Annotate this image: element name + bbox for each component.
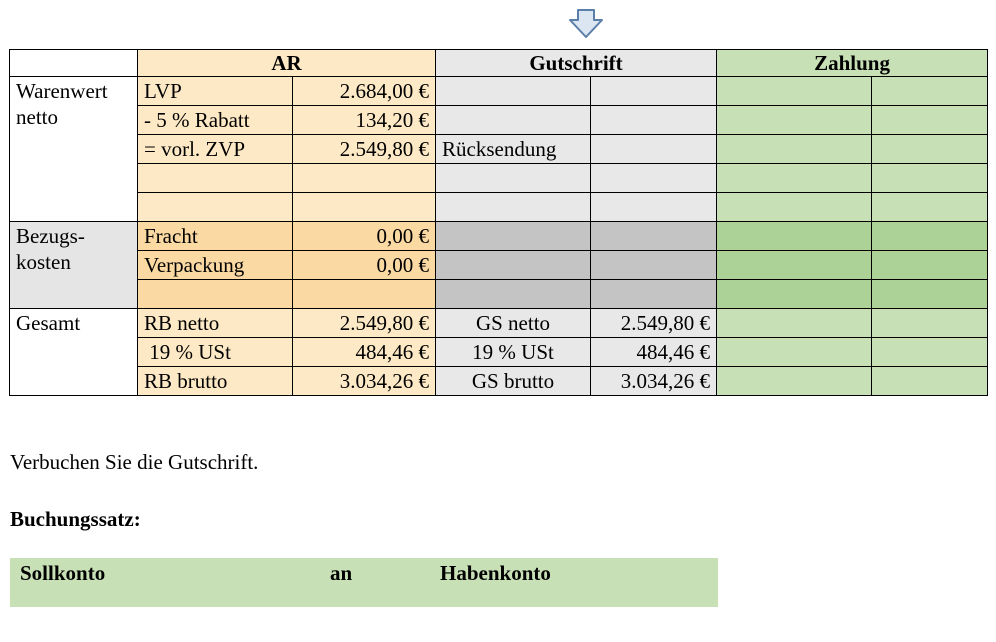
ar-verpackung-value: 0,00 € [293,251,436,280]
gs-cell [591,193,717,222]
gs-ust-value: 484,46 € [591,338,717,367]
z-cell [872,309,988,338]
booking-row [10,558,718,607]
ar-rb-netto-label: RB netto [138,309,293,338]
gs-cell [591,77,717,106]
table-row [10,309,988,338]
section-gesamt: Gesamt [10,309,138,396]
gs-cell [591,222,717,251]
z-cell [717,251,872,280]
z-cell [717,106,872,135]
ar-cell [138,280,293,309]
header-gutschrift: Gutschrift [436,50,717,77]
gs-ruecksendung-label: Rücksendung [436,135,591,164]
ar-ust-value: 484,46 € [293,338,436,367]
gs-cell [436,164,591,193]
table-row [10,222,988,251]
header-ar: AR [138,50,436,77]
section-bezugskosten: Bezugs-kosten [10,222,138,309]
ar-cell [293,280,436,309]
ar-zvp-value: 2.549,80 € [293,135,436,164]
gs-cell [436,280,591,309]
z-cell [872,280,988,309]
table-row [10,251,988,280]
gs-netto-label: GS netto [436,309,591,338]
buchungssatz-heading: Buchungssatz: [10,507,141,531]
section-warenwert: Warenwert netto [10,77,138,222]
gs-cell [591,280,717,309]
ar-cell [293,164,436,193]
ar-cell [138,193,293,222]
header-zahlung: Zahlung [717,50,988,77]
table-row [10,367,988,396]
table-row [10,106,988,135]
z-cell [717,164,872,193]
z-cell [872,251,988,280]
calculation-table [9,49,988,396]
ar-rb-brutto-label: RB brutto [138,367,293,396]
gs-cell [591,251,717,280]
gs-brutto-value: 3.034,26 € [591,367,717,396]
table-row [10,280,988,309]
z-cell [872,77,988,106]
ar-fracht-label: Fracht [138,222,293,251]
ar-zvp-label: = vorl. ZVP [138,135,293,164]
z-cell [872,367,988,396]
gs-brutto-label: GS brutto [436,367,591,396]
z-cell [717,367,872,396]
z-cell [872,193,988,222]
ar-lvp-value: 2.684,00 € [293,77,436,106]
gs-cell [436,251,591,280]
an-label: an [330,561,353,585]
ar-ust-label: 19 % USt [138,338,293,367]
z-cell [717,135,872,164]
ar-verpackung-label: Verpackung [138,251,293,280]
z-cell [872,106,988,135]
ar-rabatt-label: - 5 % Rabatt [138,106,293,135]
ar-fracht-value: 0,00 € [293,222,436,251]
z-cell [717,309,872,338]
gs-cell [436,106,591,135]
z-cell [872,222,988,251]
ar-rabatt-value: 134,20 € [293,106,436,135]
table-row [10,164,988,193]
ar-cell [138,164,293,193]
table-row [10,338,988,367]
gs-cell [436,77,591,106]
gs-ust-label: 19 % USt [436,338,591,367]
gs-cell [591,135,717,164]
header-row [10,50,988,77]
table-row [10,193,988,222]
z-cell [717,338,872,367]
gs-cell [436,222,591,251]
ar-cell [293,193,436,222]
z-cell [872,164,988,193]
gs-cell [436,193,591,222]
ar-rb-brutto-value: 3.034,26 € [293,367,436,396]
z-cell [717,222,872,251]
gs-netto-value: 2.549,80 € [591,309,717,338]
habenkonto-label: Habenkonto [440,561,551,585]
gs-cell [591,106,717,135]
sollkonto-label: Sollkonto [20,561,106,585]
header-empty [10,50,138,77]
down-arrow-icon [566,8,606,40]
task-text: Verbuchen Sie die Gutschrift. [10,450,259,474]
gs-cell [591,164,717,193]
table-row [10,77,988,106]
ar-rb-netto-value: 2.549,80 € [293,309,436,338]
z-cell [717,280,872,309]
z-cell [872,135,988,164]
z-cell [872,338,988,367]
z-cell [717,193,872,222]
z-cell [717,77,872,106]
ar-lvp-label: LVP [138,77,293,106]
table-row [10,135,988,164]
